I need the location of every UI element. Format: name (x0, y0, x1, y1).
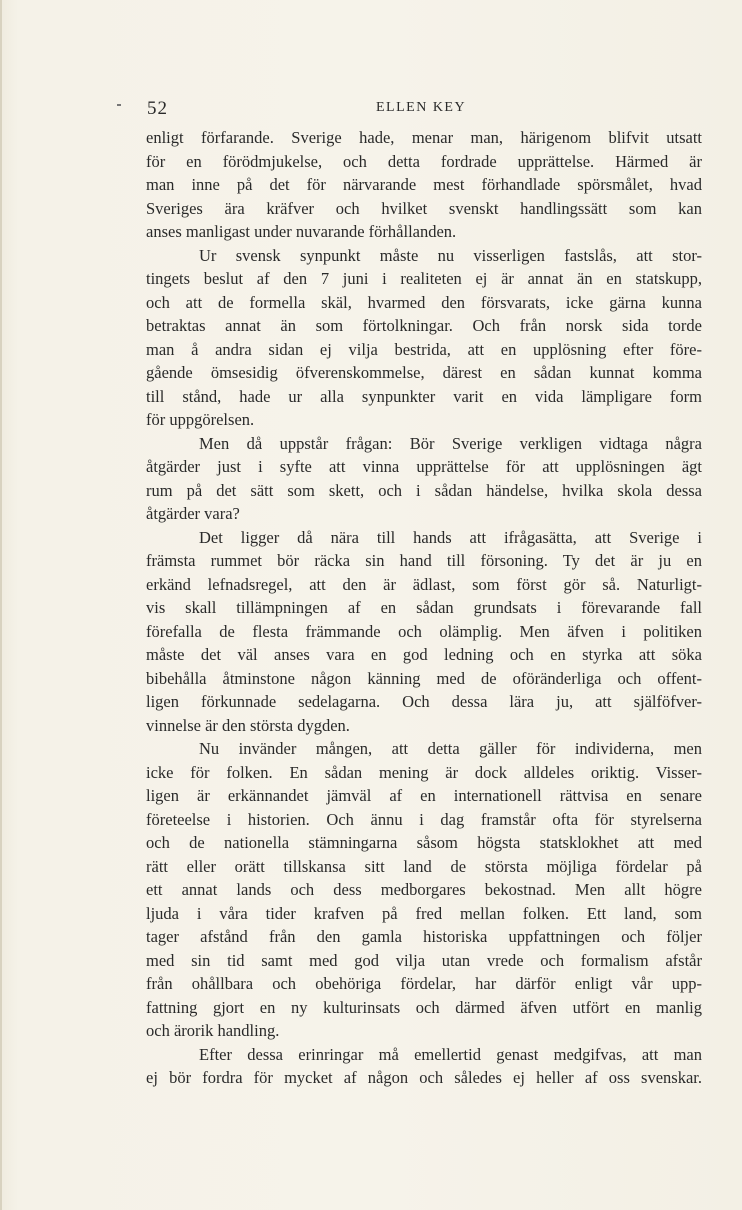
text-line: tager afstånd från den gamla historiska uppfattningen och följer (146, 927, 702, 946)
text-line: ljuda i våra tider krafven på fred mellan folken. Ett land, som (146, 903, 702, 923)
text-line: från ohållbara och obehöriga fördelar, har därför enligt vår upp- (146, 974, 702, 993)
text-line: förefalla de flesta främmande och olämplig. Men äfven i politiken (146, 621, 702, 641)
text-line: främsta rummet bör räcka sin hand till försoning. Ty det är ju en (146, 551, 702, 570)
text-line: ligen förkunnade sedelagarna. Och dessa lära ju, att själföfver- (146, 692, 702, 711)
text-line: gående ömsesidig öfverenskommelse, därest en sådan kunnat komma (146, 363, 702, 382)
text-line: vis skall tillämpningen af en sådan grundsats i förevarande fall (146, 598, 702, 617)
text-line: rum på det sätt som skett, och i sådan händelse, hvilka skola dessa (146, 480, 702, 500)
text-line: vinnelse är den största dygden. (146, 715, 350, 735)
text-line: ligen är erkännandet jämväl af en internationell rättvisa en senare (146, 786, 702, 805)
text-line: till stånd, hade ur alla synpunkter varit en vida lämpligare form (146, 386, 702, 406)
text-line: icke för folken. En sådan mening är dock alldeles oriktig. Visser- (146, 762, 702, 782)
text-line: för uppgörelsen. (146, 410, 255, 429)
text-line: och ärorik handling. (146, 1021, 280, 1040)
text-line: fattning gjort en ny kulturinsats och därmed äfven utfört en manlig (146, 997, 702, 1017)
text-line: för en förödmjukelse, och detta fordrade upprättelse. Härmed är (146, 151, 702, 171)
text-line: rätt eller orätt tillskansa sitt land de största möjliga fördelar på (146, 856, 702, 876)
page-edge (0, 0, 2, 1210)
text-line: Nu invänder mången, att detta gäller för individerna, men (199, 739, 702, 758)
body-text (146, 126, 702, 1090)
text-line: man å andra sidan ej vilja bestrida, att en upplösning efter före- (146, 339, 702, 359)
text-line: tingets beslut af den 7 juni i realiteten ej är annat än en statskupp, (146, 269, 702, 288)
text-line: och att de formella skäl, hvarmed den försvarats, icke gärna kunna (146, 292, 702, 312)
text-line: ej bör fordra för mycket af någon och således ej heller af oss svenskar. (146, 1068, 702, 1087)
text-line: och de nationella stämningarna såsom högsta statsklokhet att med (146, 833, 702, 852)
text-line: med sin tid samt med god vilja utan vrede och formalism afstår (146, 950, 702, 970)
text-line: enligt förfarande. Sverige hade, menar man, härigenom blifvit utsatt (146, 128, 702, 147)
text-line: ett annat lands och dess medborgares bekostnad. Men allt högre (146, 880, 702, 899)
running-head: ELLEN KEY (376, 100, 467, 115)
text-line: Men då uppstår frågan: Bör Sverige verkligen vidtaga några (199, 433, 702, 453)
text-line: betraktas annat än som förtolkningar. Och från norsk sida torde (146, 316, 702, 335)
text-line: företeelse i historien. Och ännu i dag framstår ofta för styrelserna (146, 809, 702, 829)
text-line: åtgärder vara? (146, 504, 240, 523)
text-line: måste det väl anses vara en god ledning och en styrka att söka (146, 645, 702, 664)
text-line: Efter dessa erinringar må emellertid genast medgifvas, att man (199, 1044, 702, 1064)
page-number: 52 (147, 98, 168, 119)
text-line: bibehålla åtminstone någon känning med de oföränderliga och offent- (146, 668, 702, 688)
page-header (120, 98, 720, 122)
text-line: man inne på det för närvarande mest förhandlade spörsmålet, hvad (146, 175, 702, 194)
text-line: Ur svensk synpunkt måste nu visserligen fastslås, att stor- (199, 245, 702, 265)
text-line: Det ligger då nära till hands att ifrågasätta, att Sverige i (199, 527, 702, 547)
text-line: Sveriges ära kräfver och hvilket svenskt handlingssätt som kan (146, 198, 702, 218)
text-line: åtgärder just i syfte att vinna upprättelse för att upplösningen ägt (146, 457, 702, 476)
text-line: erkänd lefnadsregel, att den är ädlast, som först gör så. Naturligt- (146, 574, 702, 594)
text-line: anses manligast under nuvarande förhållanden. (146, 222, 457, 241)
